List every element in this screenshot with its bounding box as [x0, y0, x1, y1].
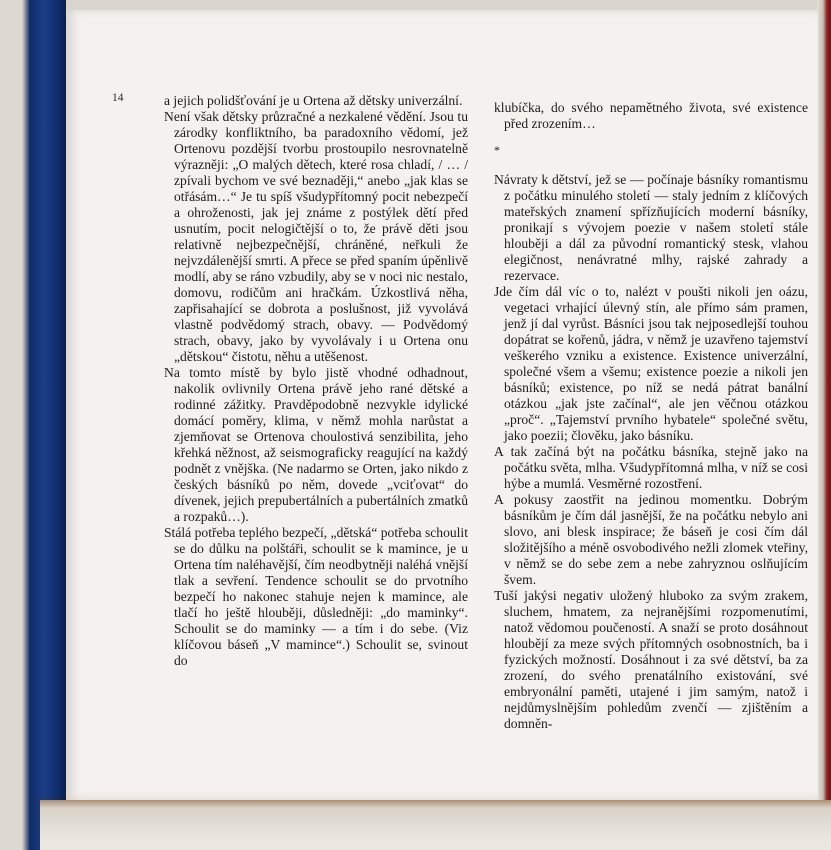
left-column — [164, 93, 468, 669]
paragraph: Není však dětsky průzračné a nezkalené vědění. Jsou tu zárodky konfliktního, ba paradoxního vědomí, jež Ortenovu pozdější tvorbu prostoupilo nesrovnatelně výrazněji: „O malých dětech, které rosa chladí, / … / zpívali bychom ve své beznaději,“ anebo „jak klas se otřásám…“ Je tu spíš všudypřítomný pocit nebezpečí a ohroženosti, jak jej známe z postýlek dětí před usnutím, pocit nelogičtější o to, že právě děti jsou relativně nejbezpečnější, chráněné, neřkuli že nejvzdálenější smrti. A přece se před spaním úpěnlivě modlí, aby se ráno vzbudily, aby se v noci nic nestalo, domovu, rodičům ani hračkám. Úzkostlivá něha, zapřisahající se dobrota a poslušnost, již vyvolává vlastně podvědomý strach, obavy. — Podvědomý strach, obavy, jako by vyvolávaly i u Ortena onu „dětskou“ čistotu, něhu a utěšenost. — [164, 109, 468, 364]
paragraph: A pokusy zaostřit na jedinou momentku. Dobrým básníkům je čím dál jasnější, že na počátku nebylo ani slovo, ani blesk inspirace; že báseň je cosi čím dál složitějšího a méně osvobodivého nežli zlomek vteřiny, v němž se do sebe zem a nebe zahryznou oslňujícím švem. — [494, 492, 808, 587]
paragraph: klubíčka, do svého nepamětného života, své existence před zrozením… — [494, 100, 808, 131]
page-number: 14 — [112, 92, 124, 104]
paragraph: a jejich polidšťování je u Ortena až dětsky univerzální. — [164, 93, 463, 108]
paragraph: Návraty k dětství, jež se — počínaje básníky romantismu z počátku minulého století — staly jedním z klíčových mateřských znamení spřízňujících moderní básníky, pronikají s vývojem poezie v našem století stále hlouběji a dál za původní romantický stesk, vlahou elegičnost, nenávratné mlhy, rajské zahrady a rezervace. — [494, 172, 808, 283]
paragraph: Jde čím dál víc o to, nalézt v poušti nikoli jen oázu, vegetaci vrhající úlevný stín, ale přímo sám pramen, jenž jí dal vyrůst. Básníci jsou tak nejposedlejší touhou dopátrat se kořenů, jádra, v němž je uzavřeno tajemství veškerého vzniku a existence. Existence univerzální, společné všem a všemu; existence poezie a nikoli jen básníků; existence, po níž se nedá pátrat banální otázkou „jak jste začínal“, ale jen věčnou otázkou „proč“. „Tajemství prvního hybatele“ společné světu, jako poezii; člověku, jako básníku. — [494, 284, 808, 443]
book-edge — [817, 0, 831, 850]
section-separator: * — [494, 143, 500, 157]
book-binding — [0, 0, 66, 850]
paragraph: Na tomto místě by bylo jistě vhodné odhadnout, nakolik ovlivnily Ortena právě jeho rané dětské a rodinné zážitky. Pravděpodobně nezvykle idylické domácí poměry, klima, v němž mohla narůstat a zjemňovat se Ortenova choulostivá senzibilita, jeho křehká něžnost, až seismograficky reagující na každý podnět z vnějška. (Ne nadarmo se Orten, jako nikdo z českých básníků po něm, dovede „vciťovat“ do dívenek, jejich prepubertálních a pubertálních zmatků a rozpaků…). — [164, 365, 468, 524]
paragraph: Stálá potřeba teplého bezpečí, „dětská“ potřeba schoulit se do důlku na polštáři, schoulit se k mamince, je u Ortena tím naléhavější, čím neodbytněji naléhá vnější tlak a sevření. Tendence schoulit se do prvotního bezpečí ho nakonec stahuje nejen k mamince, ale tlačí ho ještě hlouběji, důsledněji: „do maminky“. Schoulit se do maminky — a tím i do sebe. (Viz klíčovou báseň „V mamince“.) Schoulit se, svinout do — [164, 525, 468, 668]
page-stack-edge — [40, 800, 831, 850]
paragraph: A tak začíná být na počátku básníka, stejně jako na počátku světa, mlha. Všudypřítomná mlha, v níž se cosi hýbe a mumlá. Vesměrné rozostření. — [494, 444, 808, 491]
paragraph: Tuší jakýsi negativ uložený hluboko za svým zrakem, sluchem, hmatem, za nejranějšími rozpomenutími, natož vědomou poučeností. A snaží se proto dosáhnout hloubějí za meze svých přítomných osobnostních, ba i fyzických možností. Dosáhnout i za své dětství, ba za zrození, do svého prenatálního existování, své embryonální paměti, utajené i jim samým, natož i nejdůmyslnějším pohledům zvenčí — zjištěním a domněn- — [494, 588, 808, 731]
right-column — [494, 100, 808, 732]
